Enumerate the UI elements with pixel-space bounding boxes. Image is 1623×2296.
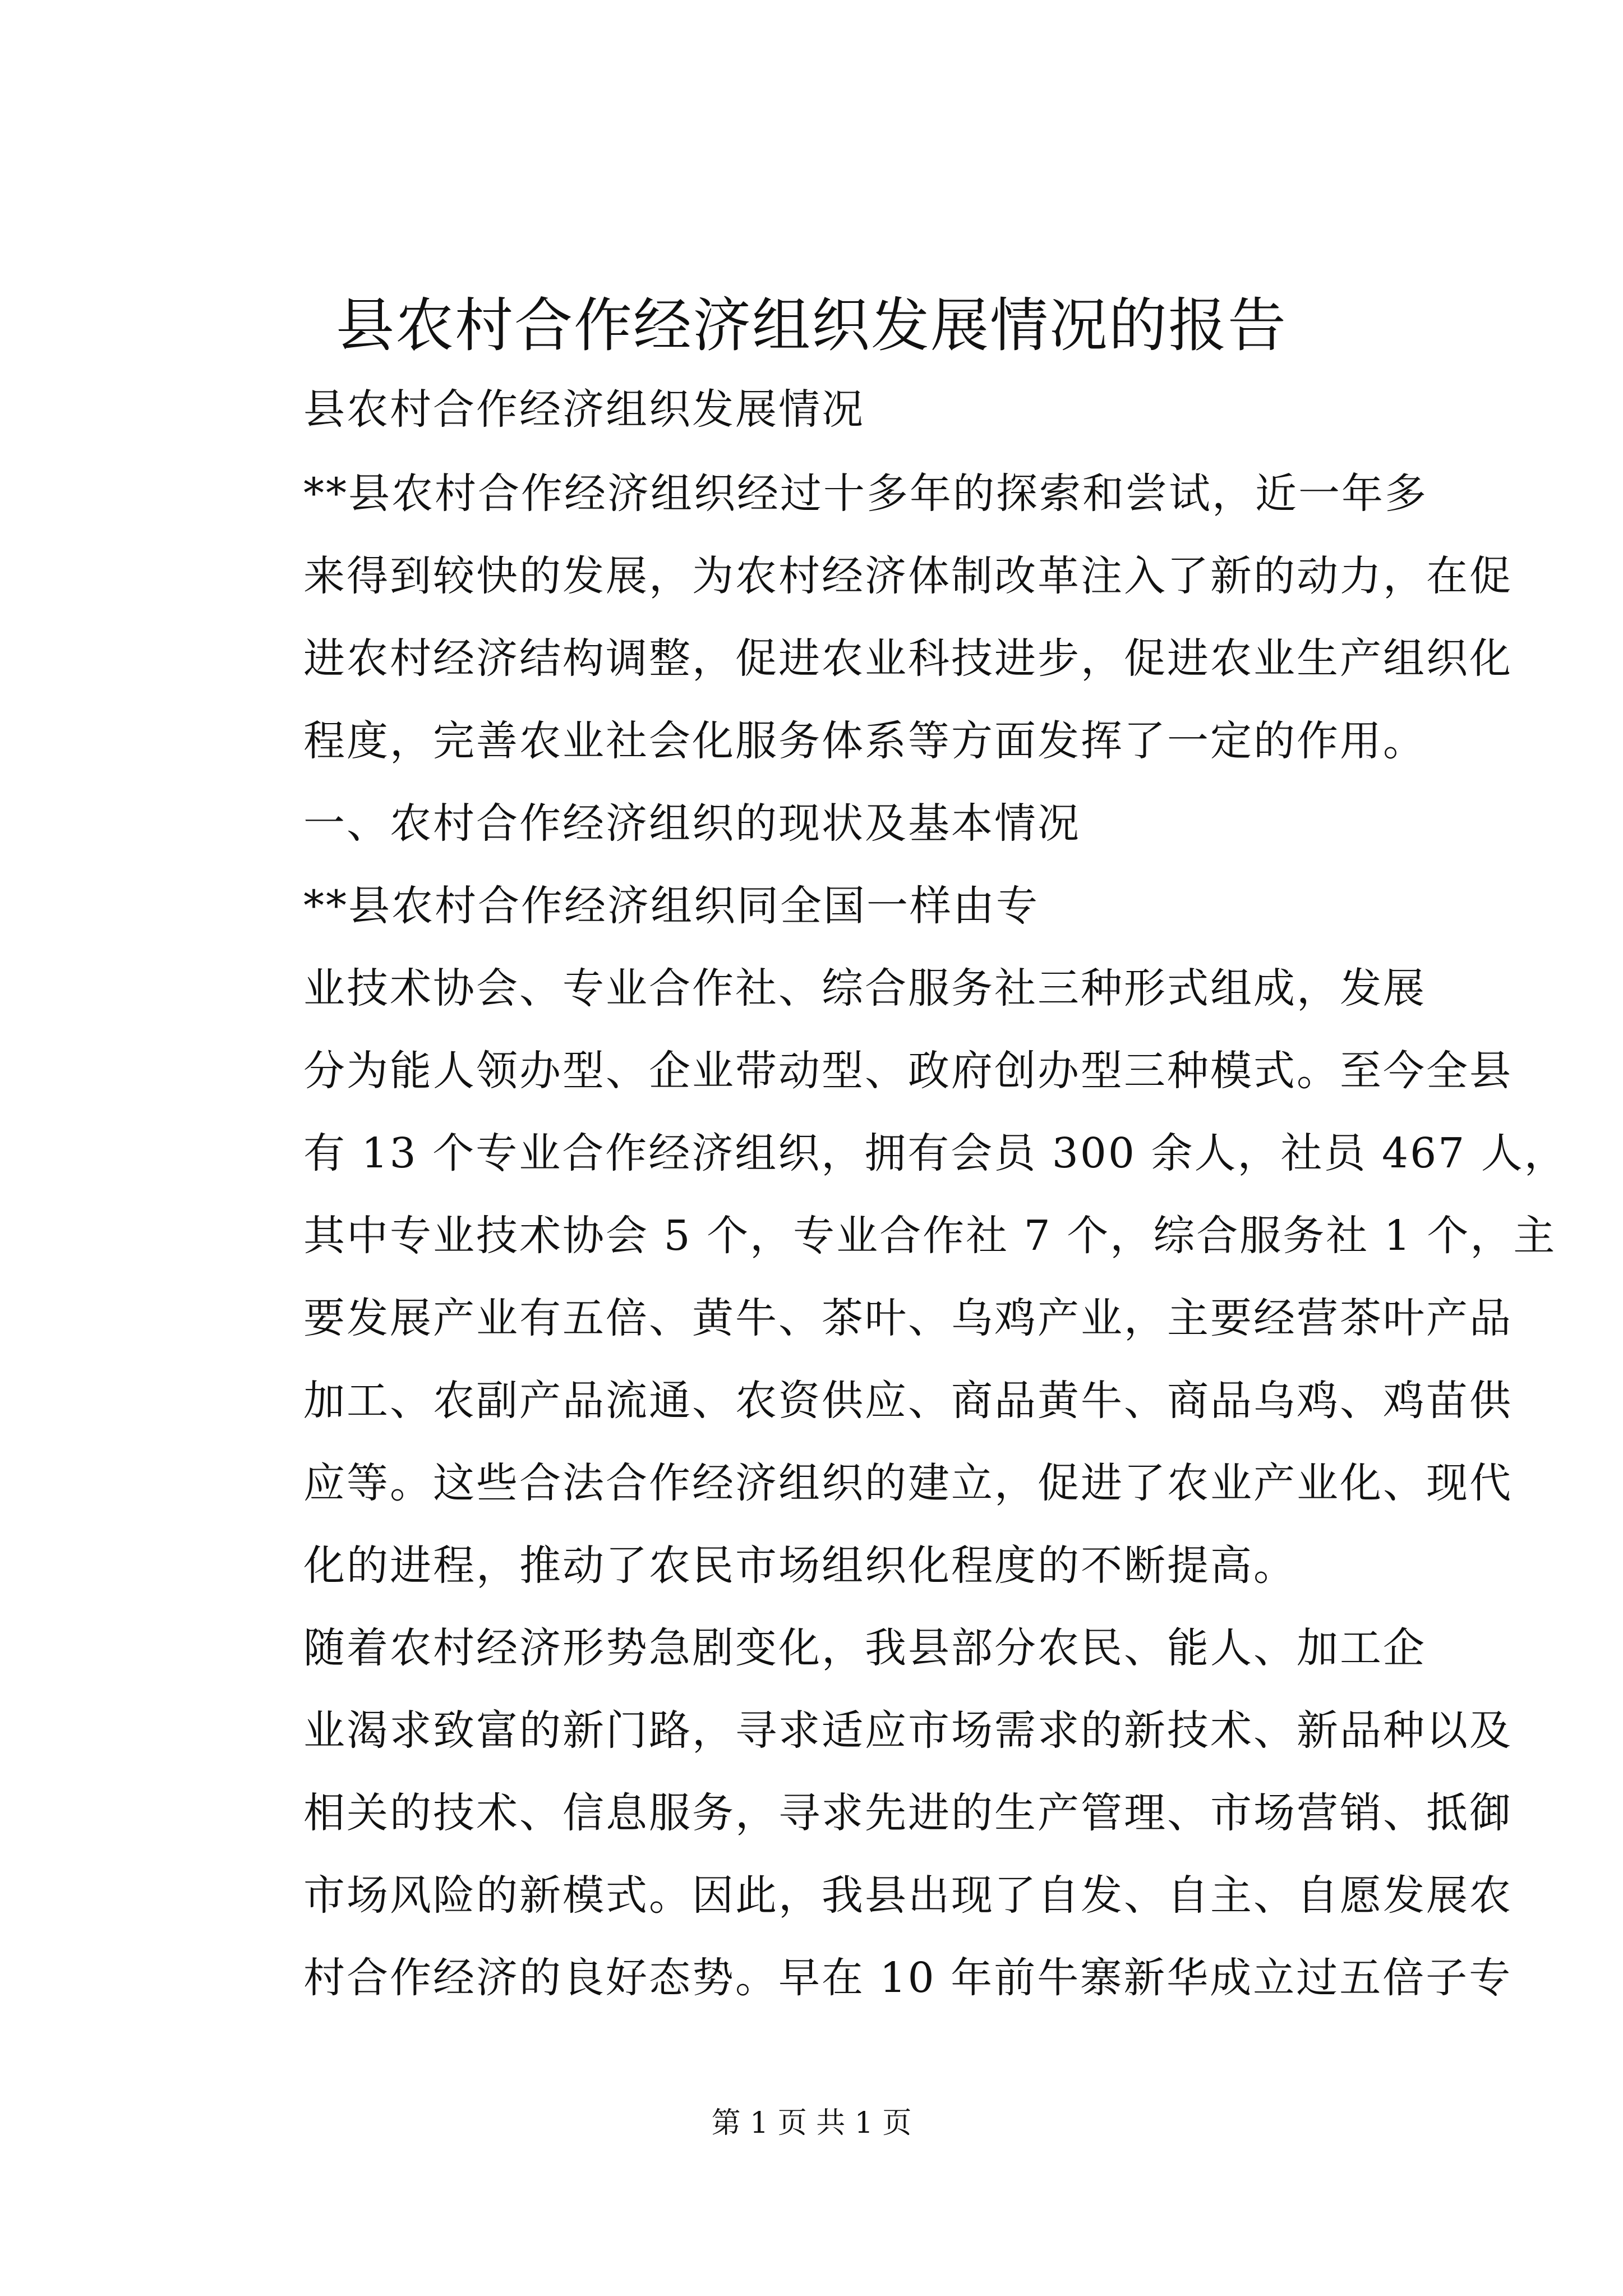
paragraph-line: 业渴求致富的新门路，寻求适应市场需求的新技术、新品种以及 [303,1706,1513,1755]
paragraph-line: 有 13 个专业合作经济组织，拥有会员 300 余人，社员 467 人， [303,1129,1567,1177]
paragraph-line: 要发展产业有五倍、黄牛、茶叶、乌鸡产业，主要经营茶叶产品 [303,1294,1513,1342]
paragraph-line: **县农村合作经济组织同全国一样由专 [303,882,1039,930]
paragraph-line: **县农村合作经济组织经过十多年的探索和尝试，近一年多 [303,470,1428,518]
document-title: 县农村合作经济组织发展情况的报告 [335,291,1287,360]
paragraph-line: 分为能人领办型、企业带动型、政府创办型三种模式。至今全县 [303,1047,1513,1095]
section-heading: 一、农村合作经济组织的现状及基本情况 [303,799,1081,848]
paragraph-line: 进农村经济结构调整，促进农业科技进步，促进农业生产组织化 [303,634,1513,683]
paragraph-line: 村合作经济的良好态势。早在 10 年前牛寨新华成立过五倍子专 [303,1954,1513,2002]
paragraph-line: 其中专业技术协会 5 个，专业合作社 7 个，综合服务社 1 个，主 [303,1212,1557,1260]
paragraph-line: 加工、农副产品流通、农资供应、商品黄牛、商品乌鸡、鸡苗供 [303,1377,1513,1425]
paragraph-line: 应等。这些合法合作经济组织的建立，促进了农业产业化、现代 [303,1459,1513,1507]
page-number-footer: 第 1 页 共 1 页 [711,2106,912,2140]
paragraph-line: 相关的技术、信息服务，寻求先进的生产管理、市场营销、抵御 [303,1789,1513,1837]
paragraph-line: 化的进程，推动了农民市场组织化程度的不断提高。 [303,1542,1297,1590]
paragraph-line: 业技术协会、专业合作社、综合服务社三种形式组成，发展 [303,964,1426,1013]
paragraph-line: 来得到较快的发展，为农村经济体制改革注入了新的动力，在促 [303,552,1513,600]
paragraph-line: 市场风险的新模式。因此，我县出现了自发、自主、自愿发展农 [303,1871,1513,1920]
paragraph-line: 随着农村经济形势急剧变化，我县部分农民、能人、加工企 [303,1624,1426,1672]
document-subtitle-line: 县农村合作经济组织发展情况 [303,385,865,434]
paragraph-line: 程度，完善农业社会化服务体系等方面发挥了一定的作用。 [303,717,1426,765]
